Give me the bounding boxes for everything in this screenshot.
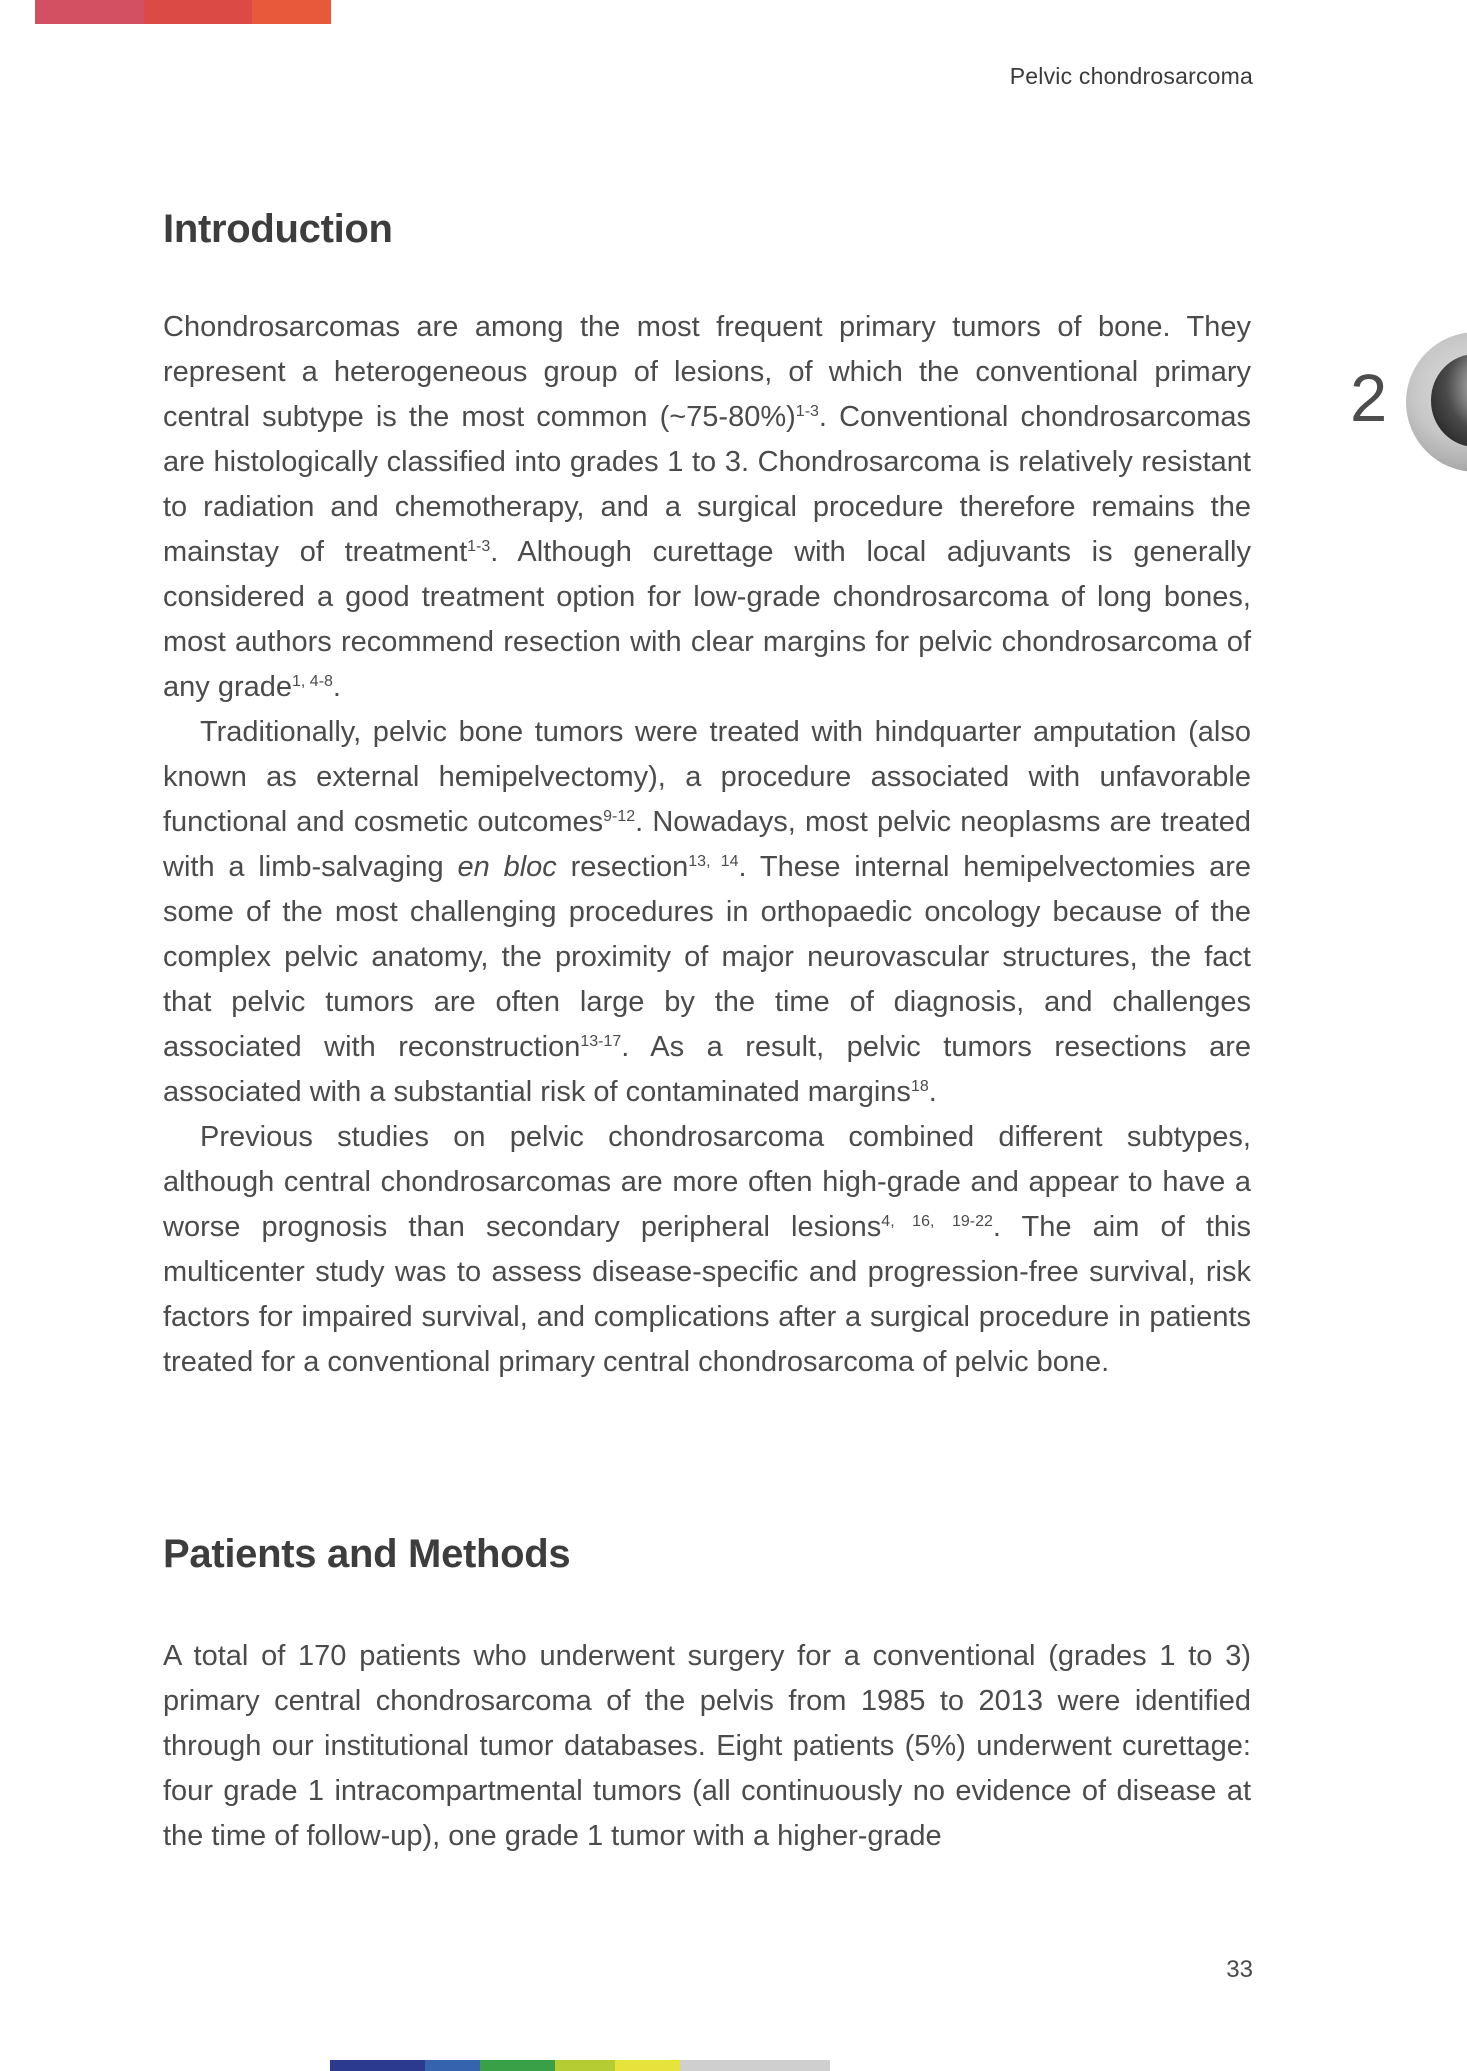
citation-superscript: 4, 16, 19-22 bbox=[881, 1213, 993, 1230]
bottom-page-edge-color-strip bbox=[330, 2060, 830, 2071]
section-heading-introduction: Introduction bbox=[163, 207, 393, 251]
citation-superscript: 1-3 bbox=[467, 538, 491, 555]
paragraph: Previous studies on pelvic chondrosarcoma combined different subtypes, although central chondrosarcomas are more often high-grade and appear to have a worse prognosis than secondary peripheral lesions$^{4, 16, 19-22}$. The aim of this multicenter study was to assess disease-specific and progression-free survival, risk factors for impaired survival, and complications after a surgical procedure in patients treated for a conventional primary central chondrosarcoma of pelvic bone. bbox=[163, 1121, 1251, 1378]
femoral-head-core-highlight bbox=[1431, 354, 1467, 446]
citation-superscript: 18 bbox=[910, 1078, 929, 1095]
citation-superscript: 13, 14 bbox=[688, 853, 739, 870]
color-strip-segment bbox=[555, 2060, 615, 2071]
section-patients-and-methods bbox=[163, 1530, 1251, 1859]
color-strip-segment bbox=[35, 0, 144, 24]
color-strip-segment bbox=[330, 2060, 425, 2071]
running-header: Pelvic chondrosarcoma bbox=[1009, 63, 1253, 89]
color-strip-segment bbox=[480, 2060, 555, 2071]
paragraph: A total of 170 patients who underwent surgery for a conventional (grades 1 to 3) primary central chondrosarcoma of the pelvis from 1985 to 2013 were identified through our institutional tumor databases. Eight patients (5%) underwent curettage: four grade 1 intracompartmental tumors (all continuously no evidence of disease at the time of follow-up), one grade 1 tumor with a higher-grade bbox=[163, 1640, 1251, 1852]
color-strip-segment bbox=[425, 2060, 480, 2071]
italic-text: en bloc bbox=[457, 851, 557, 883]
section-introduction-paragraphs bbox=[163, 305, 1251, 1385]
chapter-femoral-head-image bbox=[1406, 332, 1467, 472]
citation-superscript: 13-17 bbox=[580, 1033, 622, 1050]
color-strip-segment bbox=[252, 0, 331, 24]
chapter-number: 2 bbox=[1350, 361, 1388, 436]
citation-superscript: 1-3 bbox=[795, 403, 819, 420]
color-strip-segment bbox=[144, 0, 253, 24]
color-strip-segment bbox=[680, 2060, 830, 2071]
section-introduction bbox=[163, 205, 1251, 1385]
color-strip-segment bbox=[615, 2060, 680, 2071]
citation-superscript: 9-12 bbox=[603, 808, 636, 825]
citation-superscript: 1, 4-8 bbox=[292, 673, 333, 690]
page-number: 33 bbox=[1226, 1956, 1253, 1983]
section-patients-and-methods-paragraphs bbox=[163, 1634, 1251, 1859]
paragraph: Traditionally, pelvic bone tumors were treated with hindquarter amputation (also known as external hemipelvectomy), a procedure associated with unfavorable functional and cosmetic outcomes$^{9-12}$. Nowadays, most pelvic neoplasms are treated with a limb-salvaging en bloc resection$^{13, 14}$. These internal hemipelvectomies are some of the most challenging procedures in orthopaedic oncology because of the complex pelvic anatomy, the proximity of major neurovascular structures, the fact that pelvic tumors are often large by the time of diagnosis, and challenges associated with reconstruction$^{13-17}$. As a result, pelvic tumors resections are associated with a substantial risk of contaminated margins$^{18}$. bbox=[163, 716, 1252, 1108]
paragraph: Chondrosarcomas are among the most frequent primary tumors of bone. They represent a heterogeneous group of lesions, of which the conventional primary central subtype is the most common (~75-80%)$^{1-3}$. Conventional chondrosarcomas are histologically classified into grades 1 to 3. Chondrosarcoma is relatively resistant to radiation and chemotherapy, and a surgical procedure therefore remains the mainstay of treatment$^{1-3}$. Although curettage with local adjuvants is generally considered a good treatment option for low-grade chondrosarcoma of long bones, most authors recommend resection with clear margins for pelvic chondrosarcoma of any grade$^{1, 4-8}$. bbox=[163, 311, 1252, 703]
top-page-edge-color-strip bbox=[35, 0, 331, 24]
section-heading-patients-and-methods: Patients and Methods bbox=[163, 1532, 571, 1576]
